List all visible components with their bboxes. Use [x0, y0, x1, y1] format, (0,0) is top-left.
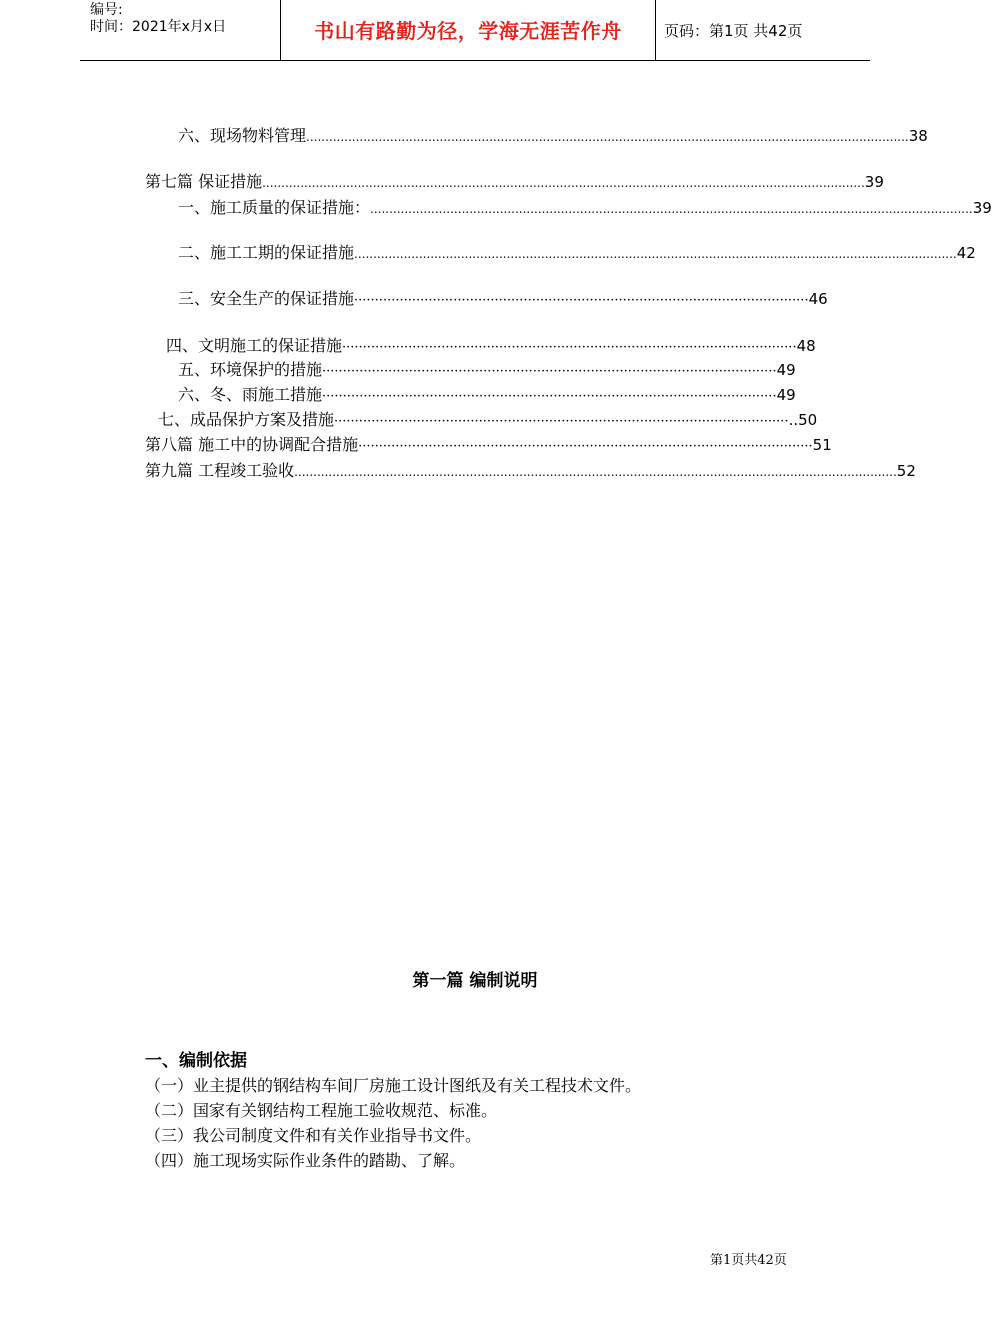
toc-entry-label: 三、安全生产的保证措施 [178, 289, 355, 308]
toc-leader: .............................................................................................................................................................. [370, 202, 973, 216]
toc-entry[interactable] [178, 198, 992, 219]
header-divider [280, 0, 281, 60]
basis-item: （一）业主提供的钢结构车间厂房施工设计图纸及有关工程技术文件。 [145, 1076, 642, 1095]
toc-entry-page: 42 [956, 244, 976, 262]
toc-entry-label: 第八篇 施工中的协调配合措施 [145, 435, 359, 454]
header-divider [655, 0, 656, 60]
toc-entry-page: 46 [808, 290, 828, 308]
toc-entry[interactable] [178, 360, 796, 382]
toc-entry[interactable] [178, 126, 928, 147]
header-number-label: 编号: [90, 2, 123, 18]
toc-leader: .............................................................................................................................................................. [294, 465, 897, 479]
toc-entry-label: 第七篇 保证措施 [145, 172, 263, 191]
toc-entry-page: 49 [776, 386, 796, 404]
toc-entry-page: 52 [896, 462, 916, 480]
toc-leader: .............................................................................................................................................................. [262, 176, 865, 190]
header-meta [90, 2, 226, 36]
toc-entry-page: 48 [796, 337, 816, 355]
header-page-label: 页码：第1页 共42页 [664, 22, 803, 40]
toc-entry-label: 五、环境保护的措施 [178, 360, 323, 379]
toc-entry-label: 六、冬、雨施工措施 [178, 385, 323, 404]
page-footer: 第1页共42页 [710, 1253, 787, 1268]
header-motto: 书山有路勤为径，学海无涯苦作舟 [314, 19, 622, 43]
toc-entry[interactable] [178, 289, 828, 311]
toc-entry[interactable] [145, 435, 832, 457]
toc-entry-page: 49 [776, 361, 796, 379]
toc-entry-page: 39 [864, 173, 884, 191]
toc-leader: ·············································································································· [358, 439, 813, 454]
toc-leader: ·············································································································· [354, 293, 809, 308]
section-title: 第一篇 编制说明 [412, 971, 538, 991]
toc-entry-label: 四、文明施工的保证措施 [166, 336, 343, 355]
section-heading: 一、编制依据 [145, 1051, 247, 1071]
toc-entry-page: 38 [908, 127, 928, 145]
toc-entry[interactable] [158, 410, 818, 432]
toc-entry-page: 39 [972, 199, 992, 217]
toc-entry[interactable] [178, 243, 976, 264]
toc-entry[interactable] [178, 385, 796, 407]
toc-leader: ·············································································································· [334, 414, 789, 429]
toc-entry-label: 七、成品保护方案及措施 [158, 410, 335, 429]
toc-leader: ·············································································································· [342, 340, 797, 355]
toc-entry-label: 一、施工质量的保证措施： [178, 198, 371, 217]
toc-leader: ·············································································································· [322, 389, 777, 404]
toc-entry-page: ..50 [788, 411, 818, 429]
toc-entry[interactable] [145, 461, 916, 482]
toc-entry-page: 51 [812, 436, 832, 454]
basis-item: （四）施工现场实际作业条件的踏勘、了解。 [145, 1151, 466, 1170]
header-time-label: 时间：2021年x月x日 [90, 19, 227, 35]
page-header [80, 0, 870, 61]
toc-entry[interactable] [145, 172, 884, 193]
basis-item: （三）我公司制度文件和有关作业指导书文件。 [145, 1126, 482, 1145]
toc-leader: .............................................................................................................................................................. [306, 130, 909, 144]
toc-leader: ·············································································································· [322, 364, 777, 379]
toc-entry-label: 二、施工工期的保证措施 [178, 243, 355, 262]
toc-entry-label: 六、现场物料管理 [178, 126, 307, 145]
toc-entry[interactable] [166, 336, 816, 358]
basis-item: （二）国家有关钢结构工程施工验收规范、标准。 [145, 1101, 498, 1120]
toc-leader: .............................................................................................................................................................. [354, 247, 957, 261]
toc-entry-label: 第九篇 工程竣工验收 [145, 461, 295, 480]
